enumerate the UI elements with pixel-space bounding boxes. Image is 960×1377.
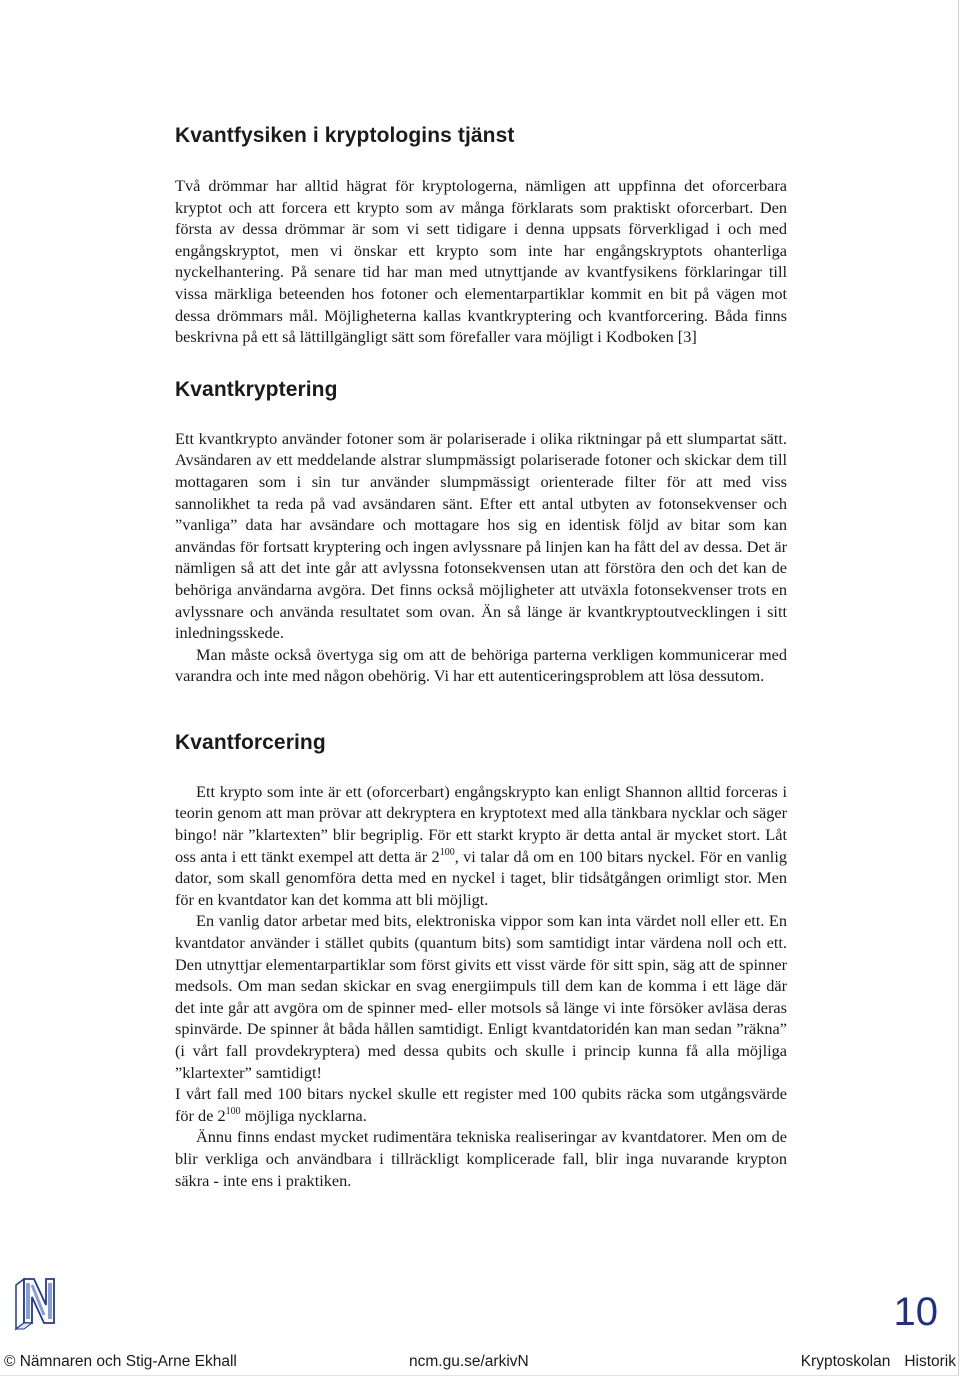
- exponent: 100: [439, 846, 455, 858]
- kvantforcering-paragraph-2: En vanlig dator arbetar med bits, elektroniska vippor som kan inta värdet noll eller ett. En kvantdator använder i stället qubits (quantum bits) som samtidigt intar värdena noll och ett. Den utnyttjar elementarpartiklar som först givits ett visst värde för sitt spin, säg att de spinner medsols. Om man sedan skickar en svag energiimpuls till dem kan de komma i ett läge där det inte går att avgöra om de spinner med- eller motsols så länge vi inte försöker avläsa deras spinvärde. De spinner åt båda hållen samtidigt. Enligt kvantdatoridén kan man sedan ”räkna” (i vårt fall provdekryptera) med dessa qubits och skulle i princip kunna få alla möjliga ”klartexter” samtidigt!: [175, 911, 787, 1082]
- section-heading-kvantforcering: Kvantforcering: [175, 730, 326, 754]
- kvantforcering-paragraph-1: [175, 781, 787, 911]
- kvantkryptering-paragraph-1: Ett kvantkrypto använder fotoner som är polariserade i olika riktningar på ett slumpartat sätt. Avsändaren av ett meddelande alstrar slumpmässigt polariserade fotoner och skickar dem till mottagaren som i sin tur använder slumpmässigt orienterade filter för att med viss sannolikhet ta reda på vad avsändaren sänt. Efter ett antal utbyten av fotonsekvenser och ”vanliga” data har avsändare och mottagare hos sig en identisk följd av bitar som kan användas för fortsatt kryptering och ingen avlyssnare på linjen kan ha fått del av dessa. Det är nämligen så att det inte går att avlyssna fotonsekvensen utan att förstöra den och det kan de behöriga användarna avgöra. Det finns också möjligheter att utväxla fotonsekvenser trots en avlyssnare och använda resultatet som ovan. Än så länge är kvantkryptoutvecklingen i sitt inledningsskede.: [175, 428, 787, 643]
- text-span: I vårt fall med 100 bitars nyckel skulle ett register med 100 qubits räcka som utgångsvärde för de 2: [175, 1084, 787, 1125]
- text-span: Ett krypto som inte är ett (oforcerbart) engångskrypto kan enligt Shannon alltid forceras i teorin genom att man prövar att dekryptera en kryptotext med alla tänkbara nycklar och säger bingo! när ”klartexten” blir begriplig. För ett starkt krypto är detta antal är mycket stort. Låt oss anta i ett tänkt exempel att detta är 2: [175, 781, 787, 866]
- section-heading-kvantfysiken: Kvantfysiken i kryptologins tjänst: [175, 124, 515, 147]
- intro-paragraph: Två drömmar har alltid hägrat för kryptologerna, nämligen att uppfinna det oforcerbara kryptot och att forcera ett krypto som av många förklarats som praktiskt oforcerbart. Den första av dessa drömmar är som vi sett tidigare i denna uppsats förverkligad i och med engångskryptot, men vi önskar ett krypto som inte har engångskryptots ohanterliga nyckelhantering. På senare tid har man med utnyttjande av kvantfysikens förklaringar till vissa märkliga beteenden hos fotoner och elementarpartiklar kommit en bit på vägen mot dessa drömmars mål. Möjligheterna kallas kvantkryptering och kvantforcering. Båda finns beskrivna på ett så lättillgängligt sätt som förefaller vara möjligt i Kodboken [3]: [175, 176, 787, 347]
- kvantforcering-paragraph-4: Ännu finns endast mycket rudimentära tekniska realiseringar av kvantdatorer. Men om de blir verkliga och användbara i tillräckligt komplicerade fall, blir inga nuvarande krypton säkra - inte ens i praktiken.: [175, 1127, 787, 1190]
- exponent: 100: [225, 1105, 241, 1117]
- footer-url[interactable]: ncm.gu.se/arkivN: [409, 1353, 529, 1370]
- namnaren-logo-icon: [10, 1275, 60, 1333]
- footer-series-part: Historik: [904, 1353, 956, 1370]
- text-span: , vi talar då om en 100 bitars nyckel. För en vanlig dator, som skall genomföra detta med en nyckel i taget, blir tidsåtgången orimligt stor. Men för en kvantdator kan det komma att bli möjligt.: [175, 846, 787, 909]
- article-body: [175, 124, 787, 1191]
- footer: [0, 1353, 960, 1375]
- footer-copyright: © Nämnaren och Stig-Arne Ekhall: [4, 1353, 237, 1370]
- footer-series: [801, 1353, 956, 1371]
- section-heading-kvantkryptering: Kvantkryptering: [175, 377, 338, 401]
- kvantforcering-paragraph-3: [175, 1083, 787, 1126]
- kvantkryptering-paragraph-2: Man måste också övertyga sig om att de behöriga parterna verkligen kommunicerar med varandra och inte med någon obehörig. Vi har ett autenticeringsproblem att lösa dessutom.: [175, 644, 787, 686]
- footer-series-name: Kryptoskolan: [800, 1353, 891, 1370]
- page-number: 10: [893, 1290, 938, 1334]
- text-span: möjliga nycklarna.: [240, 1105, 367, 1125]
